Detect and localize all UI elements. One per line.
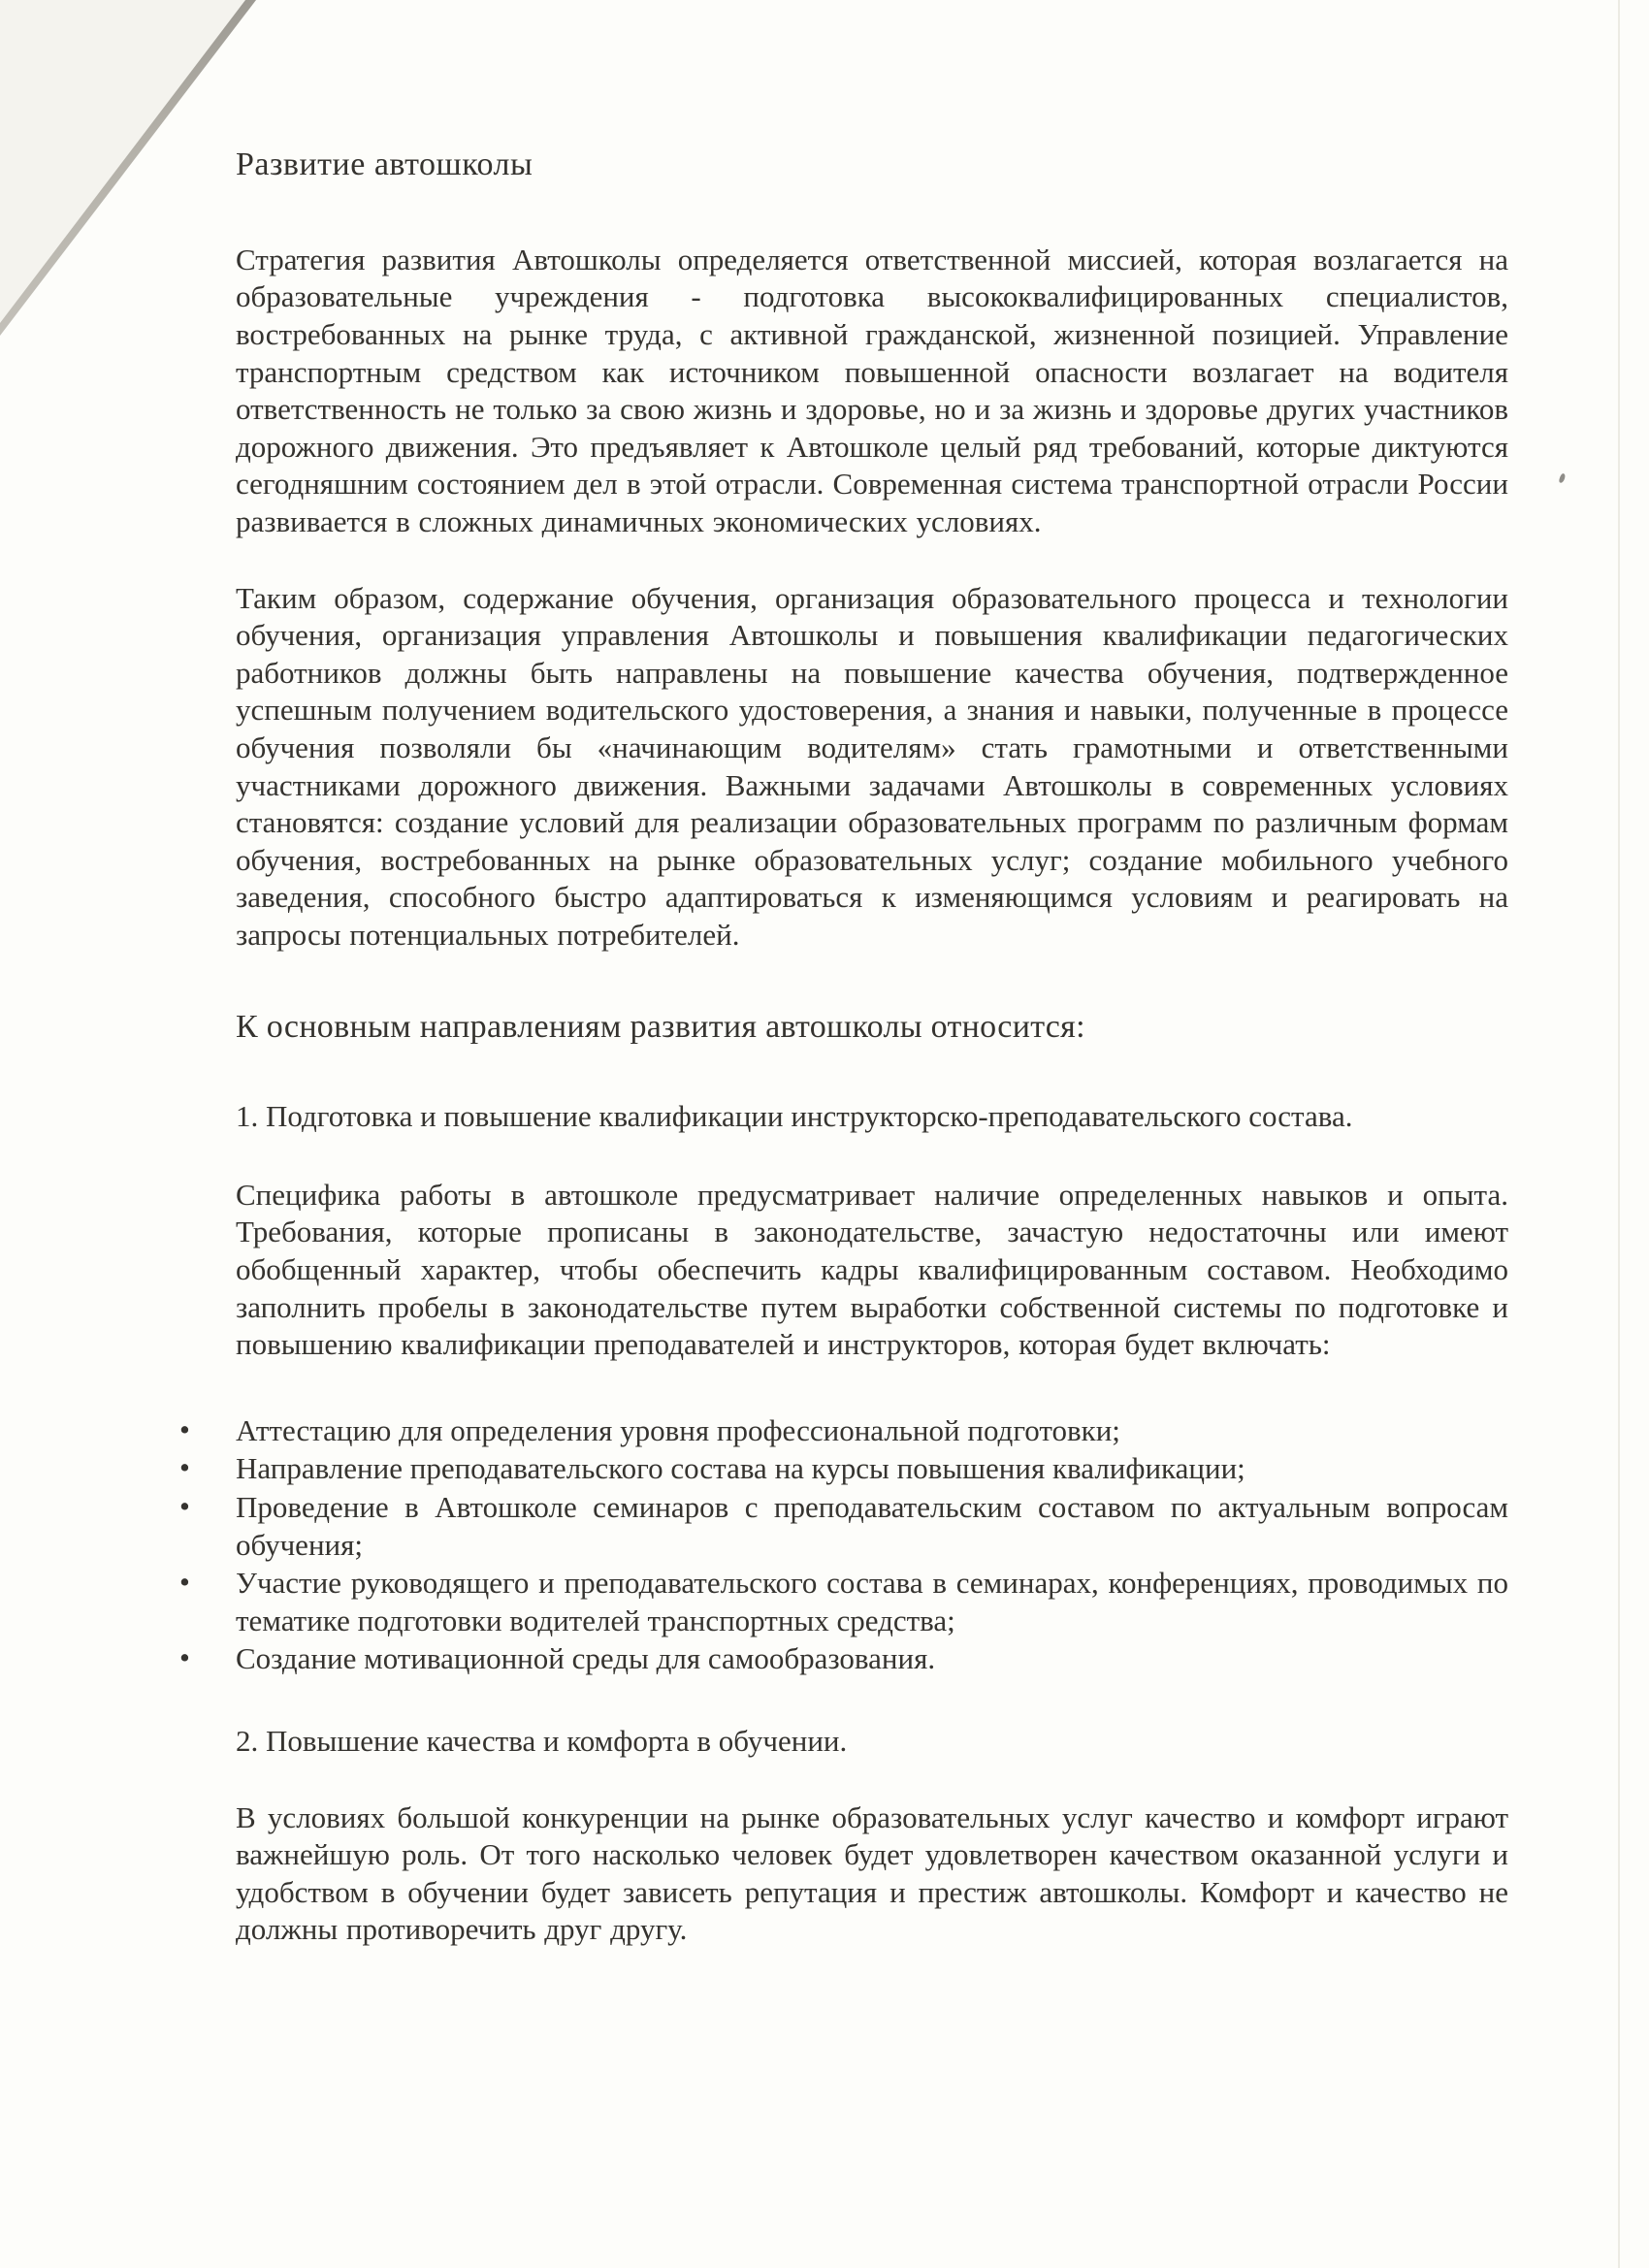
list-item [179, 1489, 1508, 1564]
list-item-text: Создание мотивационной среды для самообразования. [236, 1641, 936, 1676]
paragraph-education-goals: Таким образом, содержание обучения, организация образовательного процесса и технологии обучения, организация управления Автошколы и повышения квалификации педагогических работников должны быть направлены на повышение качества обучения, подтвержденное успешным получением водительского удостоверения, а знания и навыки, полученные в процессе обучения позволяли бы «начинающим водителям» стать грамотными и ответственными участниками дорожного движения. Важными задачами Автошколы в современных условиях становятся: создание условий для реализации образовательных программ по различным формам обучения, востребованных на рынке образовательных услуг; создание мобильного учебного заведения, способного быстро адаптироваться к изменяющимся условиям и реагировать на запросы потенциальных потребителей. [236, 580, 1508, 952]
numbered-item-2: 2. Повышение качества и комфорта в обучении. [236, 1724, 848, 1758]
list-item-text: Участие руководящего и преподавательского состава в семинарах, конференциях, проводимых по тематике подготовки водителей транспортных средства; [236, 1566, 1508, 1637]
bullet-icon: • [179, 1565, 190, 1600]
list-item [179, 1640, 1508, 1678]
qualification-measures-list [179, 1411, 1508, 1678]
document-title: Развитие автошколы [236, 146, 534, 182]
bullet-icon: • [179, 1489, 190, 1524]
paragraph-competition: В условиях большой конкуренции на рынке образовательных услуг качество и комфорт играют важнейшую роль. От того насколько человек будет удовлетворен качеством оказанной услуги и удобством в обучении будет зависеть репутация и престиж автошколы. Комфорт и качество не должны противоречить друг другу. [236, 1799, 1508, 1947]
list-item-text: Проведение в Автошколе семинаров с преподавательским составом по актуальным вопросам обучения; [236, 1490, 1508, 1562]
bullet-icon: • [179, 1450, 190, 1485]
list-item [179, 1411, 1508, 1450]
list-item [179, 1565, 1508, 1639]
list-item-text: Аттестацию для определения уровня профессиональной подготовки; [236, 1412, 1120, 1447]
bullet-icon: • [179, 1640, 190, 1675]
ink-speck [1559, 472, 1567, 483]
document-content [179, 146, 1508, 1949]
list-item [179, 1450, 1508, 1488]
list-item-text: Направление преподавательского состава на курсы повышения квалификации; [236, 1451, 1245, 1486]
paragraph-strategy: Стратегия развития Автошколы определяется ответственной миссией, которая возлагается на образовательные учреждения - подготовка высококвалифицированных специалистов, востребованных на рынке труда, с активной гражданской, жизненной позицией. Управление транспортным средством как источником повышенной опасности возлагает на водителя ответственность не только за свою жизнь и здоровье, но и за жизнь и здоровье других участников дорожного движения. Это предъявляет к Автошколе целый ряд требований, которые диктуются сегодняшним состоянием дел в этой отрасли. Современная система транспортной отрасли России развивается в сложных динамичных экономических условиях. [236, 242, 1508, 538]
paragraph-specifics: Специфика работы в автошколе предусматривает наличие определенных навыков и опыта. Требования, которые прописаны в законодательстве, зачастую недостаточны или имеют обобщенный характер, чтобы обеспечить кадры квалифицированным составом. Необходимо заполнить пробелы в законодательстве путем выработки собственной системы по подготовке и повышению квалификации преподавателей и инструкторов, которая будет включать: [236, 1177, 1508, 1362]
scanner-edge-line [1618, 0, 1620, 2268]
bullet-icon: • [179, 1411, 190, 1446]
numbered-item-1: 1. Подготовка и повышение квалификации инструкторско-преподавательского состава. [236, 1099, 1353, 1134]
section-heading: К основным направлениям развития автошколы относится: [236, 1009, 1085, 1046]
